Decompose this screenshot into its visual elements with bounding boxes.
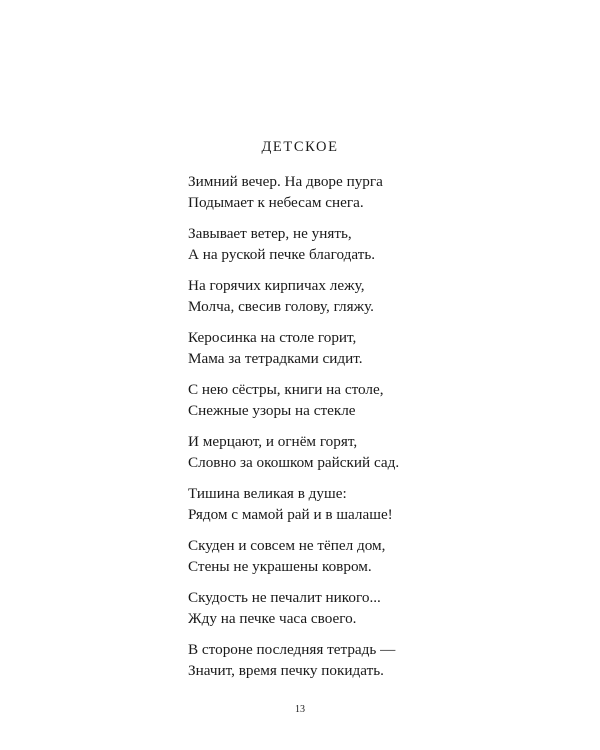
poem-line: Жду на печке часа своего. <box>188 610 357 627</box>
poem-line: Скуден и совсем не тёпел дом, <box>188 537 386 554</box>
stanza <box>188 379 528 421</box>
poem-line: Рядом с мамой рай и в шалаше! <box>188 506 393 523</box>
poem-line: Молча, свесив голову, гляжу. <box>188 298 374 315</box>
stanza <box>188 587 528 629</box>
poem-line: Подымает к небесам снега. <box>188 194 364 211</box>
page-number: 13 <box>295 704 305 715</box>
poem-line: Стены не украшены ковром. <box>188 558 372 575</box>
poem-line: Значит, время печку покидать. <box>188 662 384 679</box>
poem-line: А на руской печке благодать. <box>188 246 376 263</box>
poem-title: ДЕТСКОЕ <box>261 139 339 155</box>
poem-line: В стороне последняя тетрадь — <box>188 641 396 658</box>
poem-line: Мама за тетрадками сидит. <box>188 350 363 367</box>
stanza <box>188 483 528 525</box>
poem-line: Снежные узоры на стекле <box>188 402 356 419</box>
stanza <box>188 223 528 265</box>
poem-line: Зимний вечер. На дворе пурга <box>188 173 383 190</box>
stanza <box>188 535 528 577</box>
poem-line: На горячих кирпичах лежу, <box>188 277 365 294</box>
poem-line: Тишина великая в душе: <box>188 485 347 502</box>
stanza <box>188 275 528 317</box>
poem-line: Завывает ветер, не унять, <box>188 225 352 242</box>
poem-line: Словно за окошком райский сад. <box>188 454 400 471</box>
poem-line: С нею сёстры, книги на столе, <box>188 381 384 398</box>
stanza <box>188 327 528 369</box>
poem-body <box>188 171 528 691</box>
stanza <box>188 171 528 213</box>
stanza <box>188 431 528 473</box>
poem-line: Скудость не печалит никого... <box>188 589 381 606</box>
poem-line: Керосинка на столе горит, <box>188 329 357 346</box>
stanza <box>188 639 528 681</box>
poem-line: И мерцают, и огнём горят, <box>188 433 358 450</box>
